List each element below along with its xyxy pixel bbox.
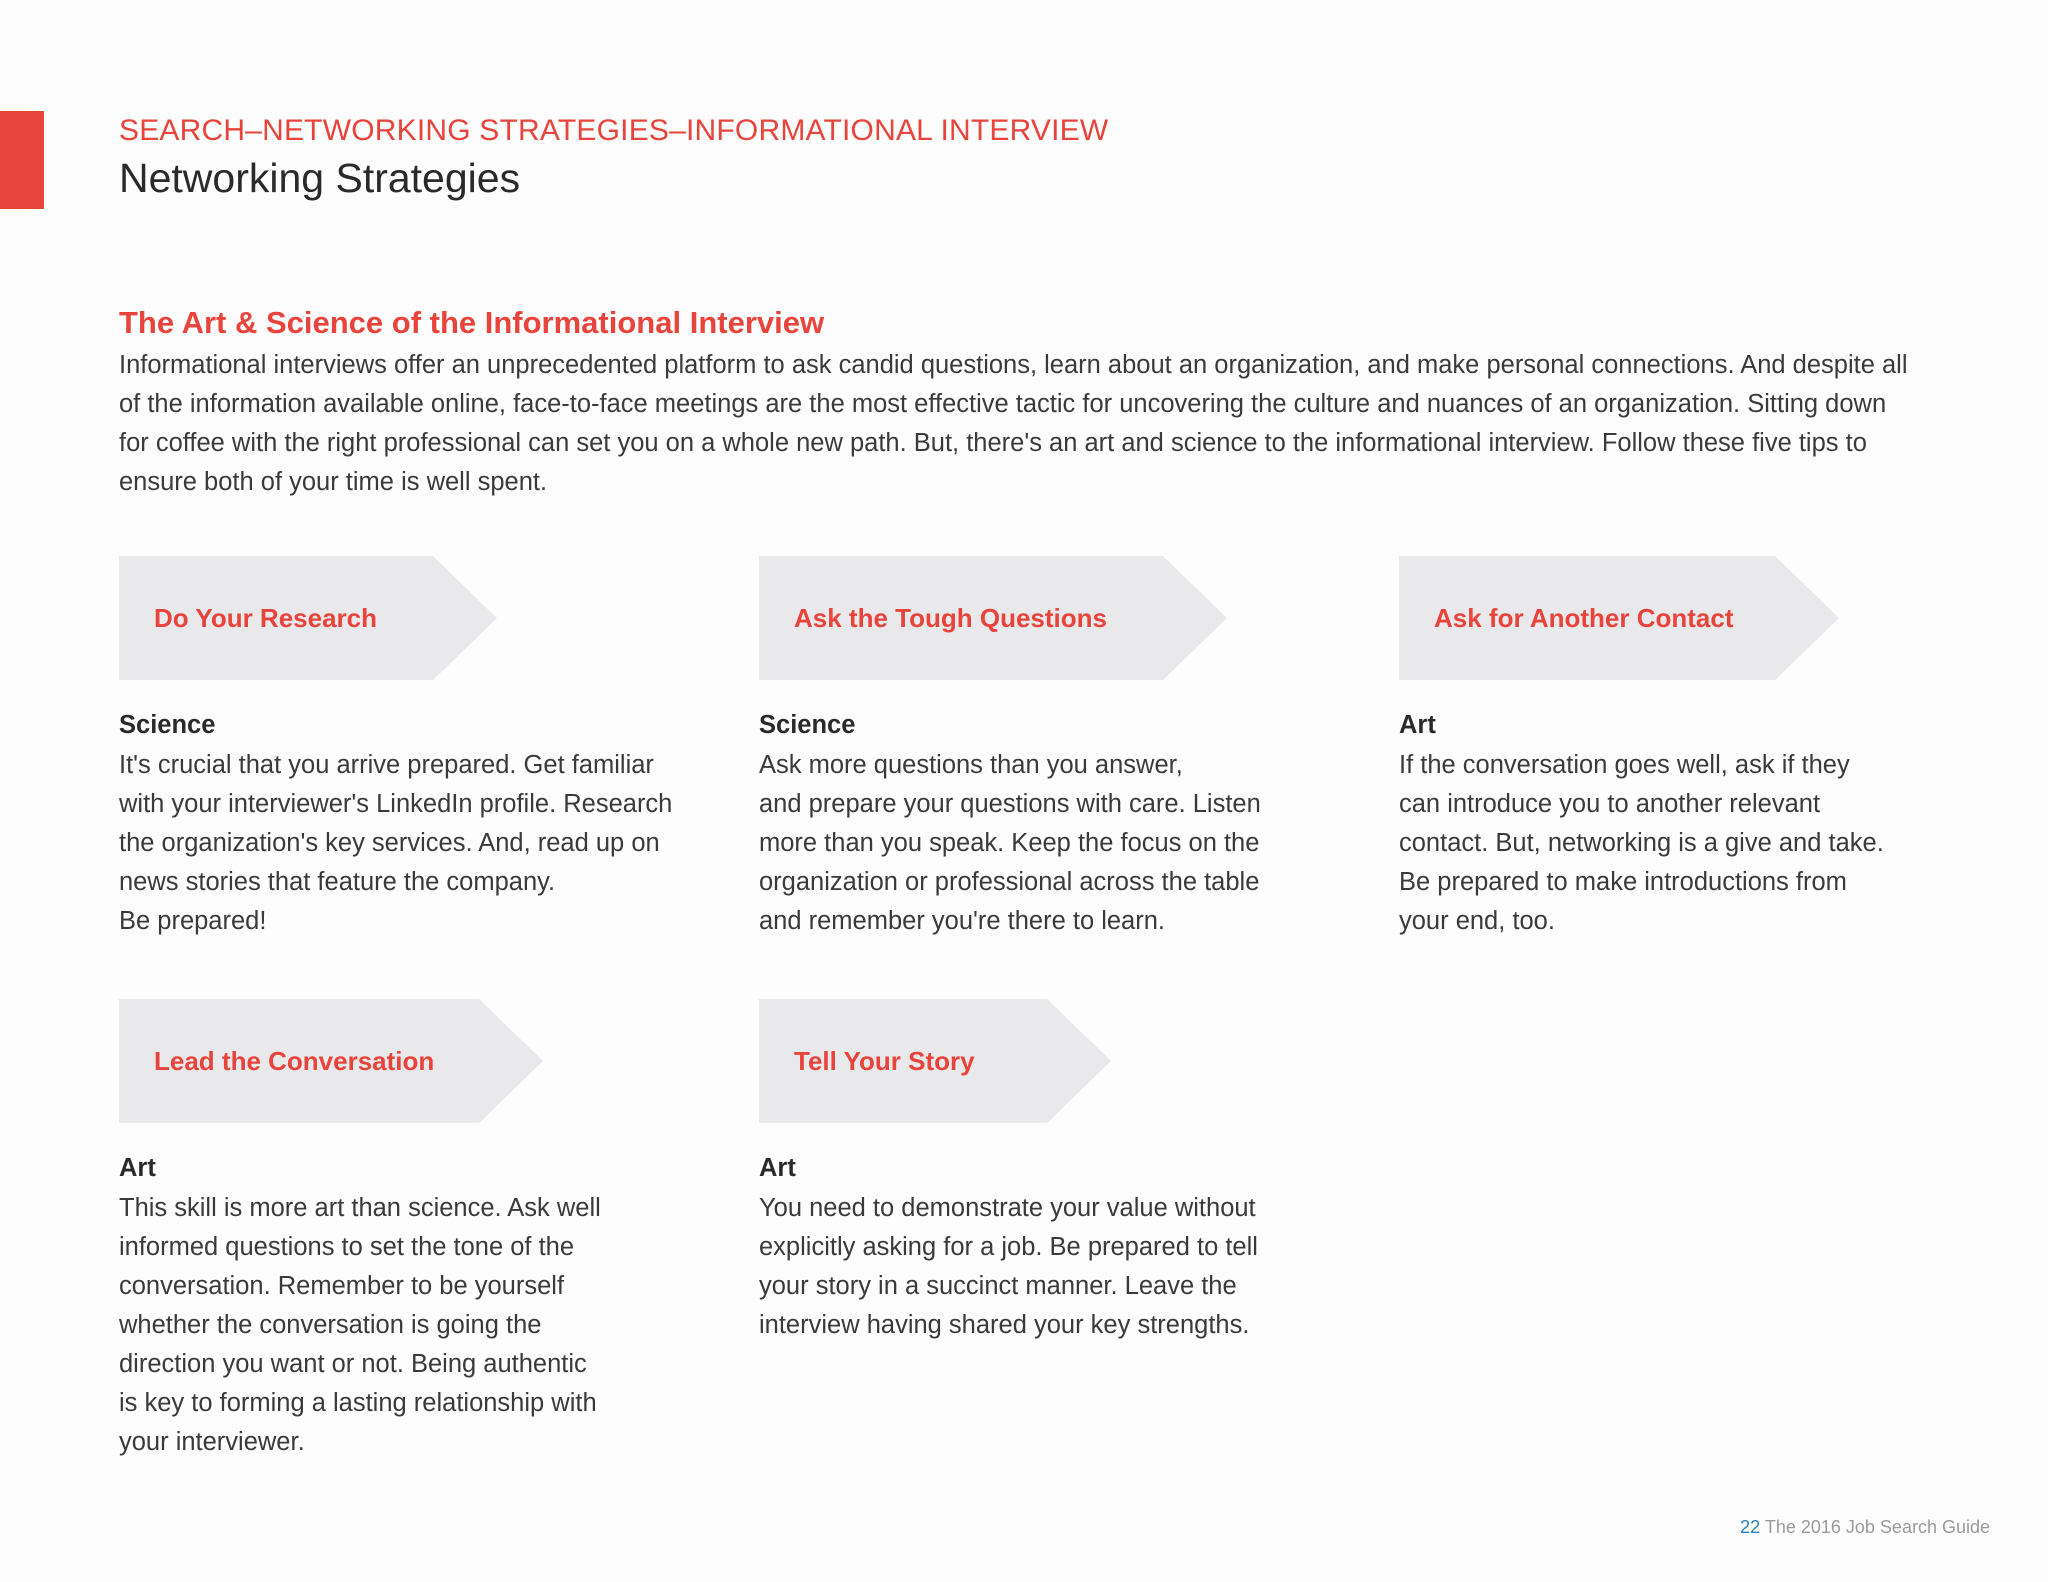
tip-category: Art: [759, 1154, 796, 1182]
tip-body: This skill is more art than science. Ask well informed questions to set the tone of the conversation. Remember to be yourself whether the conversation is going the direction you want or not. Being authentic is key to forming a lasting relationship with your interviewer.: [119, 1194, 601, 1456]
tip-do-your-research: [119, 556, 719, 941]
tip-title: Do Your Research: [154, 603, 378, 633]
guide-title: The 2016 Job Search Guide: [1764, 1517, 1990, 1537]
tip-body: It's crucial that you arrive prepared. Get familiar with your interviewer's LinkedIn profile. Research the organization's key services. And, read up on news stories that feature the company. Be prepared!: [119, 751, 673, 935]
tip-arrow-banner: [759, 556, 1359, 680]
tip-title: Lead the Conversation: [154, 1046, 435, 1076]
intro-paragraph: Informational interviews offer an unprecedented platform to ask candid questions, learn about an organization, and make personal connections. And despite all of the information available online, face-to-face meetings are the most effective tactic for uncovering the culture and nuances of an organization. Sitting down for coffee with the right professional can set you on a whole new path. But, there's an art and science to the informational interview. Follow these five tips to ensure both of your time is well spent.: [119, 351, 1908, 496]
tip-category: Science: [119, 711, 216, 739]
tip-body: Ask more questions than you answer, and prepare your questions with care. Listen more than you speak. Keep the focus on the organization or professional across the table and remember you're there to learn.: [759, 751, 1261, 935]
tip-arrow-banner: [1399, 556, 1999, 680]
page-title: Networking Strategies: [119, 155, 521, 201]
tip-tell-your-story: [759, 999, 1359, 1345]
tip-arrow-banner: [119, 999, 719, 1123]
tip-arrow-banner: [119, 556, 719, 680]
tip-lead-conversation: [119, 999, 719, 1462]
tip-title: Tell Your Story: [794, 1046, 975, 1076]
tip-body: You need to demonstrate your value without explicitly asking for a job. Be prepared to tell your story in a succinct manner. Leave the interview having shared your key strengths.: [759, 1194, 1258, 1339]
breadcrumb: SEARCH–NETWORKING STRATEGIES–INFORMATIONAL INTERVIEW: [119, 114, 1109, 147]
tip-ask-tough-questions: [759, 556, 1359, 941]
page-number: 22: [1740, 1517, 1761, 1537]
page-footer: [1740, 1517, 1990, 1538]
tip-ask-another-contact: [1399, 556, 1999, 941]
section-heading: The Art & Science of the Informational Interview: [119, 305, 825, 340]
tip-title: Ask for Another Contact: [1434, 603, 1734, 633]
accent-bar: [0, 111, 44, 209]
tip-title: Ask the Tough Questions: [794, 603, 1107, 633]
tip-category: Art: [119, 1154, 156, 1182]
tip-body: If the conversation goes well, ask if they can introduce you to another relevant contact. But, networking is a give and take. Be prepared to make introductions from your end, too.: [1399, 751, 1884, 935]
tip-category: Science: [759, 711, 856, 739]
tip-arrow-banner: [759, 999, 1359, 1123]
tip-category: Art: [1399, 711, 1436, 739]
